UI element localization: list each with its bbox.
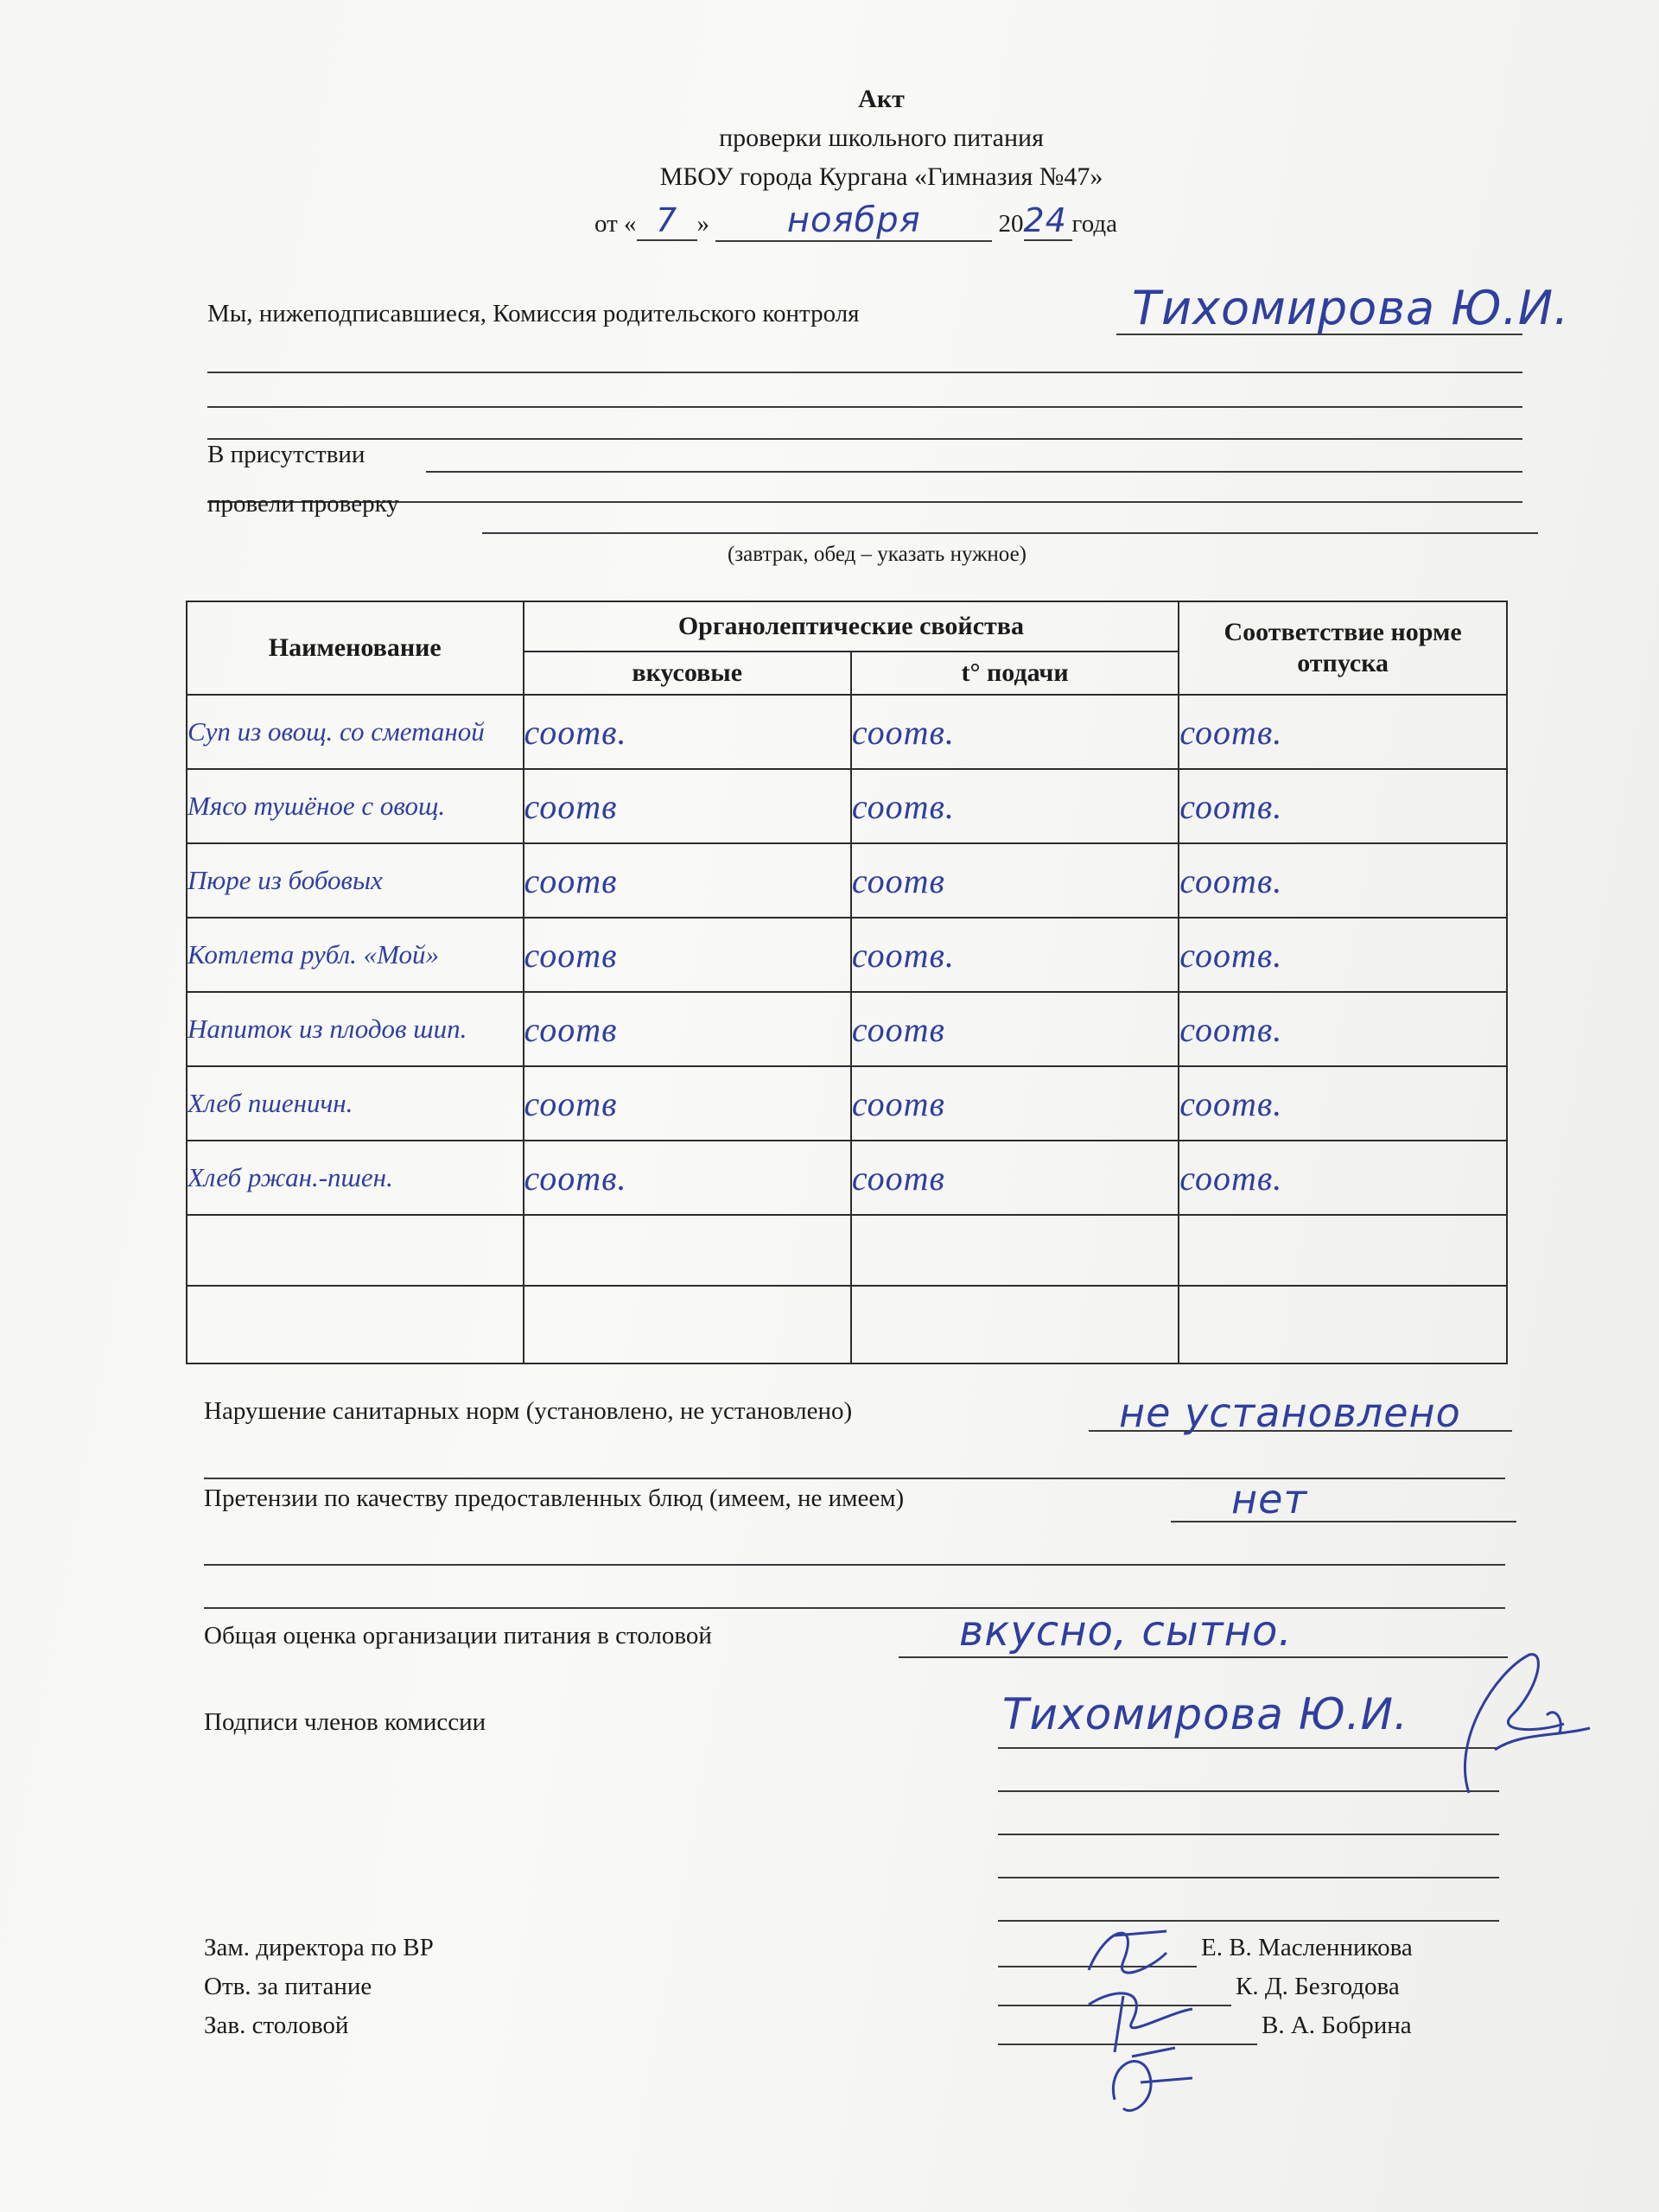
row-name: Котлета рубл. «Мой» — [187, 918, 524, 992]
row-norm: соотв. — [1179, 843, 1507, 918]
overall-label: Общая оценка организации питания в столовой — [204, 1622, 712, 1649]
row-temp: соотв — [851, 1066, 1179, 1141]
date-suffix: года — [1071, 210, 1118, 238]
row-name — [187, 1215, 524, 1286]
row-norm: соотв. — [1179, 695, 1507, 769]
date-prefix: от « — [594, 210, 637, 238]
row-name: Хлеб пшеничн. — [187, 1066, 524, 1141]
row-temp: соотв. — [851, 769, 1179, 843]
doc-organization: МБОУ города Кургана «Гимназия №47» — [659, 162, 1103, 191]
row-temp: соотв — [851, 992, 1179, 1066]
row-norm — [1179, 1215, 1507, 1286]
claims-label: Претензии по качеству предоставленных блюд (имеем, не имеем) — [204, 1484, 905, 1512]
commission-label: Мы, нижеподписавшиеся, Комиссия родительского контроля — [207, 300, 860, 327]
col-header-temp: t° подачи — [851, 652, 1179, 695]
row-temp — [851, 1286, 1179, 1363]
table-row — [187, 918, 1507, 992]
date-month: ноября — [715, 200, 992, 242]
row-name: Пюре из бобовых — [187, 843, 524, 918]
staff-name-3: В. А. Бобрина — [1262, 2012, 1412, 2039]
signature-line — [998, 1834, 1499, 1835]
signature-line — [998, 1877, 1499, 1878]
presence-underline — [426, 471, 1522, 473]
doc-title: Акт — [858, 85, 905, 113]
blank-line — [204, 1478, 1505, 1479]
table-row-empty — [187, 1286, 1507, 1363]
row-norm — [1179, 1286, 1507, 1363]
row-name — [187, 1286, 524, 1363]
row-name: Напиток из плодов шип. — [187, 992, 524, 1066]
check-underline — [482, 532, 1538, 534]
staff-name-1: Е. В. Масленникова — [1201, 1934, 1413, 1961]
doc-subtitle: проверки школьного питания — [719, 124, 1044, 152]
row-norm: соотв. — [1179, 918, 1507, 992]
row-taste: соотв. — [524, 1141, 851, 1215]
date-line — [594, 200, 1117, 242]
row-norm: соотв. — [1179, 992, 1507, 1066]
overall-value: вкусно, сытно. — [959, 1607, 1293, 1656]
row-norm: соотв. — [1179, 1141, 1507, 1215]
row-norm: соотв. — [1179, 769, 1507, 843]
row-taste — [524, 1215, 851, 1286]
table-row — [187, 992, 1507, 1066]
table-row — [187, 1066, 1507, 1141]
blank-line — [207, 501, 1522, 503]
staff-role-1: Зам. директора по ВР — [204, 1934, 434, 1961]
date-year-prefix: 20 — [998, 210, 1024, 238]
row-temp: соотв. — [851, 695, 1179, 769]
check-hint: (завтрак, обед – указать нужное) — [727, 543, 1027, 566]
signature-scribble-icon — [1417, 1637, 1599, 1810]
table-row — [187, 769, 1507, 843]
table-row — [187, 843, 1507, 918]
row-taste: соотв — [524, 992, 851, 1066]
col-header-organoleptic: Органолептические свойства — [524, 601, 1179, 652]
staff-role-2: Отв. за питание — [204, 1973, 372, 2000]
blank-line — [207, 406, 1522, 408]
staff-role-3: Зав. столовой — [204, 2012, 349, 2039]
row-taste: соотв. — [524, 695, 851, 769]
col-header-name: Наименование — [187, 601, 524, 695]
row-name: Суп из овощ. со сметаной — [187, 695, 524, 769]
row-temp: соотв. — [851, 918, 1179, 992]
check-label: провели проверку — [207, 490, 399, 518]
members-label: Подписи членов комиссии — [204, 1708, 486, 1736]
sanitary-label: Нарушение санитарных норм (установлено, не установлено) — [204, 1397, 853, 1425]
row-name: Хлеб ржан.-пшен. — [187, 1141, 524, 1215]
staff-signatures-icon — [1071, 1901, 1244, 2126]
row-temp — [851, 1215, 1179, 1286]
row-taste: соотв — [524, 1066, 851, 1141]
date-mid: » — [696, 210, 710, 238]
row-taste — [524, 1286, 851, 1363]
inspection-table — [186, 601, 1508, 1364]
row-taste: соотв — [524, 918, 851, 992]
row-taste: соотв — [524, 769, 851, 843]
table-row — [187, 695, 1507, 769]
presence-label: В присутствии — [207, 441, 365, 468]
col-header-norm: Соответствие норме отпуска — [1179, 601, 1507, 695]
commission-value: Тихомирова Ю.И. — [1132, 281, 1570, 335]
claims-underline — [1171, 1521, 1516, 1522]
claims-value: нет — [1231, 1476, 1308, 1522]
row-norm: соотв. — [1179, 1066, 1507, 1141]
blank-line — [207, 438, 1522, 440]
blank-line — [204, 1564, 1505, 1566]
row-taste: соотв — [524, 843, 851, 918]
staff-name-2: К. Д. Безгодова — [1236, 1973, 1400, 2000]
row-temp: соотв — [851, 843, 1179, 918]
blank-line — [207, 372, 1522, 373]
col-header-taste: вкусовые — [524, 652, 851, 695]
row-name: Мясо тушёное с овощ. — [187, 769, 524, 843]
blank-line — [204, 1607, 1505, 1609]
row-temp: соотв — [851, 1141, 1179, 1215]
date-day: 7 — [637, 201, 697, 241]
table-row-empty — [187, 1215, 1507, 1286]
members-signature-name: Тихомирова Ю.И. — [1002, 1689, 1408, 1739]
table-row — [187, 1141, 1507, 1215]
date-year-suffix: 24 — [1024, 201, 1072, 241]
sanitary-value: не установлено — [1119, 1389, 1461, 1436]
